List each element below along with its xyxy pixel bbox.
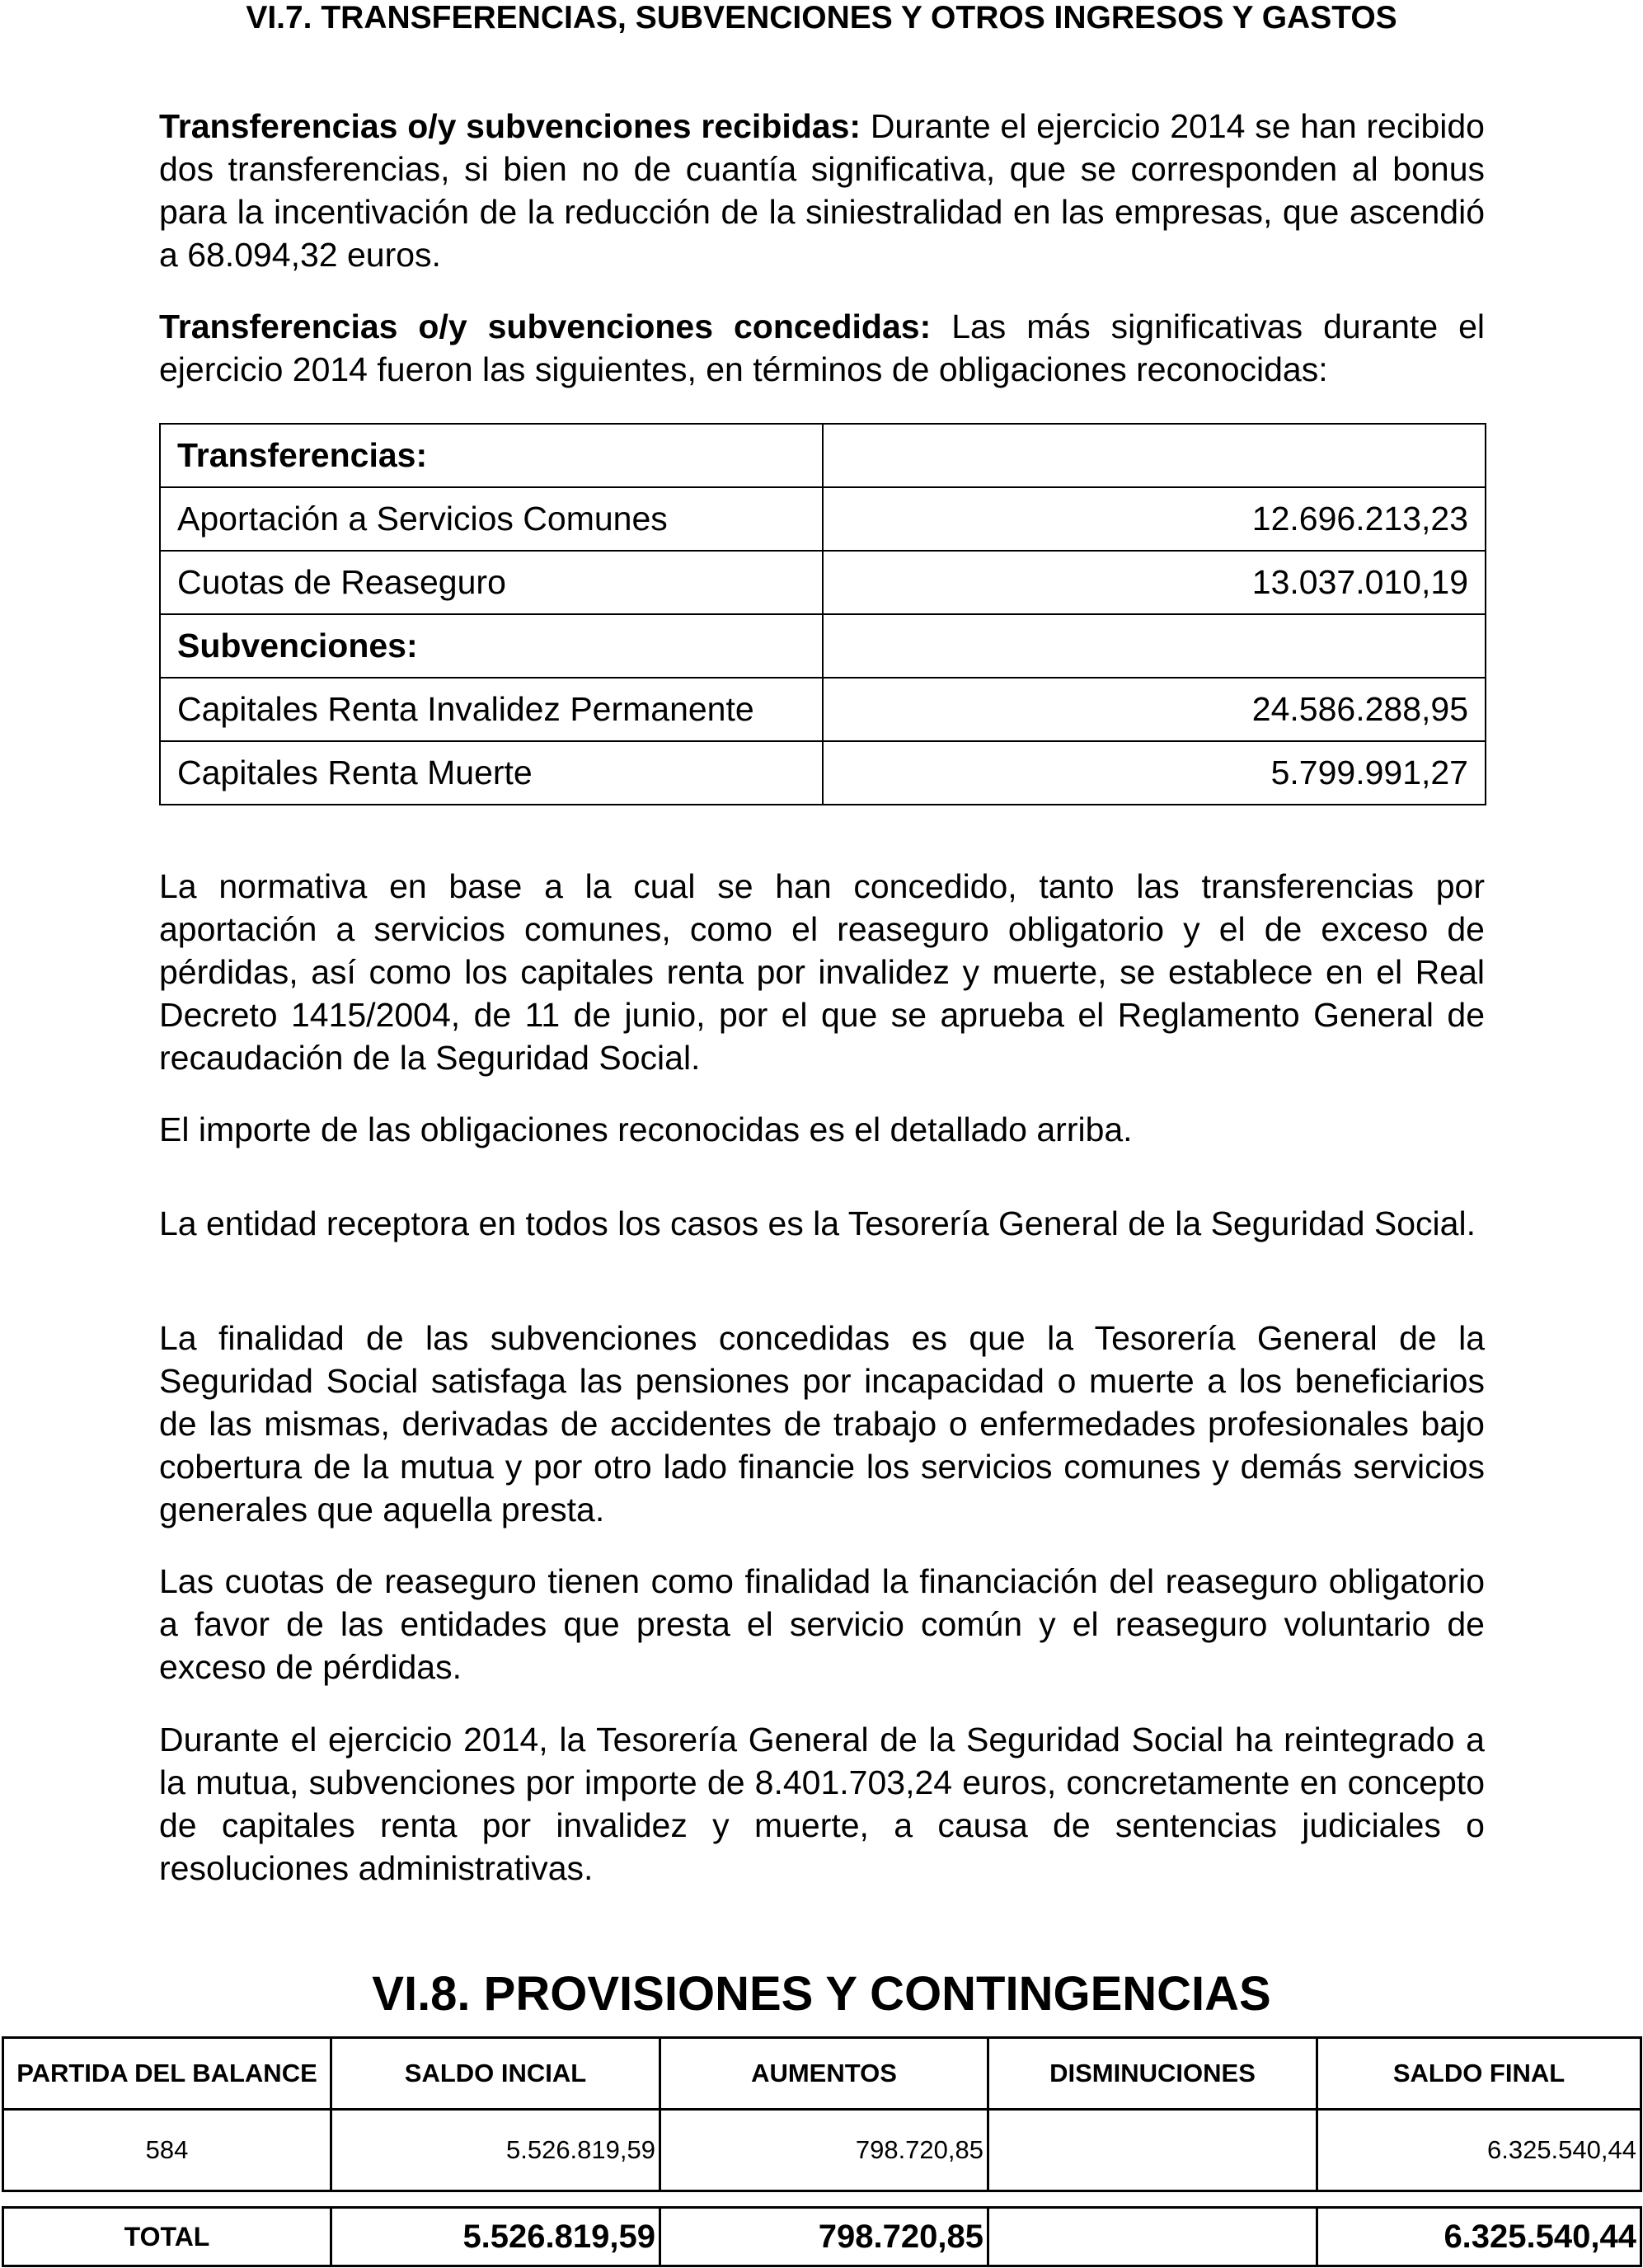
table-row (160, 741, 1486, 805)
table-row (160, 551, 1486, 614)
section-8-title: VI.8. PROVISIONES Y CONTINGENCIAS (372, 1967, 1271, 2021)
row-value: 24.586.288,95 (823, 678, 1486, 741)
section-7-title: VI.7. TRANSFERENCIAS, SUBVENCIONES Y OTROS INGRESOS Y GASTOS (246, 0, 1397, 35)
provisions-total-table (2, 2206, 1642, 2267)
row-label: Aportación a Servicios Comunes (160, 487, 823, 551)
disminuciones-cell (988, 2110, 1317, 2191)
subsidies-heading: Subvenciones: (160, 614, 823, 678)
received-text: Durante el ejercicio 2014 se han recibido dos transferencias, si bien no de cuantía significativa, que se corresponden al bonus para la incentivación de la reducción de la siniestralidad en las empresas, que ascendió a 68.094,32 euros. (159, 107, 1485, 274)
col-saldo-inicial-header: SALDO INCIAL (331, 2038, 660, 2110)
transfers-table (159, 423, 1486, 805)
total-saldo-final: 6.325.540,44 (1317, 2208, 1641, 2266)
received-label: Transferencias o/y subvenciones recibidas: (159, 107, 861, 145)
col-partida-header: PARTIDA DEL BALANCE (3, 2038, 331, 2110)
durante-paragraph: Durante el ejercicio 2014, la Tesorería General de la Seguridad Social ha reintegrado a la mutua, subvenciones por importe de 8.401.703,24 euros, concretamente en concepto de capitales renta por invalidez y muerte, a causa de sentencias judiciales o resoluciones administrativas. (159, 1721, 1485, 1887)
row-value: 12.696.213,23 (823, 487, 1486, 551)
table-row (160, 678, 1486, 741)
provisions-table (2, 2036, 1642, 2192)
total-row (3, 2208, 1641, 2266)
importe-paragraph: El importe de las obligaciones reconocidas es el detallado arriba. (159, 1111, 1133, 1148)
partida-cell: 584 (3, 2110, 331, 2191)
cuotas-paragraph: Las cuotas de reaseguro tienen como finalidad la financiación del reaseguro obligatorio a favor de las entidades que presta el servicio común y el reaseguro voluntario de exceso de pérdidas. (159, 1562, 1485, 1686)
transfers-heading: Transferencias: (160, 424, 823, 487)
col-saldo-final-header: SALDO FINAL (1317, 2038, 1641, 2110)
table-row (160, 424, 1486, 487)
table-header-row (3, 2038, 1641, 2110)
saldo-inicial-cell: 5.526.819,59 (331, 2110, 660, 2191)
empty-cell (823, 424, 1486, 487)
row-label: Cuotas de Reaseguro (160, 551, 823, 614)
row-value: 5.799.991,27 (823, 741, 1486, 805)
total-disminuciones (988, 2208, 1317, 2266)
finalidad-paragraph: La finalidad de las subvenciones concedidas es que la Tesorería General de la Seguridad Social satisfaga las pensiones por incapacidad o muerte a los beneficiarios de las mismas, derivadas de accidentes de trabajo o enfermedades profesionales bajo cobertura de la mutua y por otro lado financie los servicios comunes y demás servicios generales que aquella presta. (159, 1319, 1485, 1528)
row-value: 13.037.010,19 (823, 551, 1486, 614)
table-row (160, 614, 1486, 678)
aumentos-cell: 798.720,85 (660, 2110, 988, 2191)
granted-paragraph (159, 305, 1485, 391)
received-paragraph (159, 105, 1485, 276)
empty-cell (823, 614, 1486, 678)
table-row (160, 487, 1486, 551)
row-label: Capitales Renta Muerte (160, 741, 823, 805)
total-label: TOTAL (3, 2208, 331, 2266)
granted-text: Las más significativas durante el ejercicio 2014 fueron las siguientes, en términos de obligaciones reconocidas: (159, 308, 1485, 388)
granted-label: Transferencias o/y subvenciones concedidas: (159, 308, 932, 345)
row-label: Capitales Renta Invalidez Permanente (160, 678, 823, 741)
total-saldo-inicial: 5.526.819,59 (331, 2208, 660, 2266)
normativa-paragraph: La normativa en base a la cual se han concedido, tanto las transferencias por aportación a servicios comunes, como el reaseguro obligatorio y el de exceso de pérdidas, así como los capitales renta por invalidez y muerte, se establece en el Real Decreto 1415/2004, de 11 de junio, por el que se aprueba el Reglamento General de recaudación de la Seguridad Social. (159, 867, 1485, 1077)
saldo-final-cell: 6.325.540,44 (1317, 2110, 1641, 2191)
col-aumentos-header: AUMENTOS (660, 2038, 988, 2110)
table-row (3, 2110, 1641, 2191)
total-aumentos: 798.720,85 (660, 2208, 988, 2266)
entidad-paragraph: La entidad receptora en todos los casos es la Tesorería General de la Seguridad Social. (159, 1204, 1476, 1242)
col-disminuciones-header: DISMINUCIONES (988, 2038, 1317, 2110)
